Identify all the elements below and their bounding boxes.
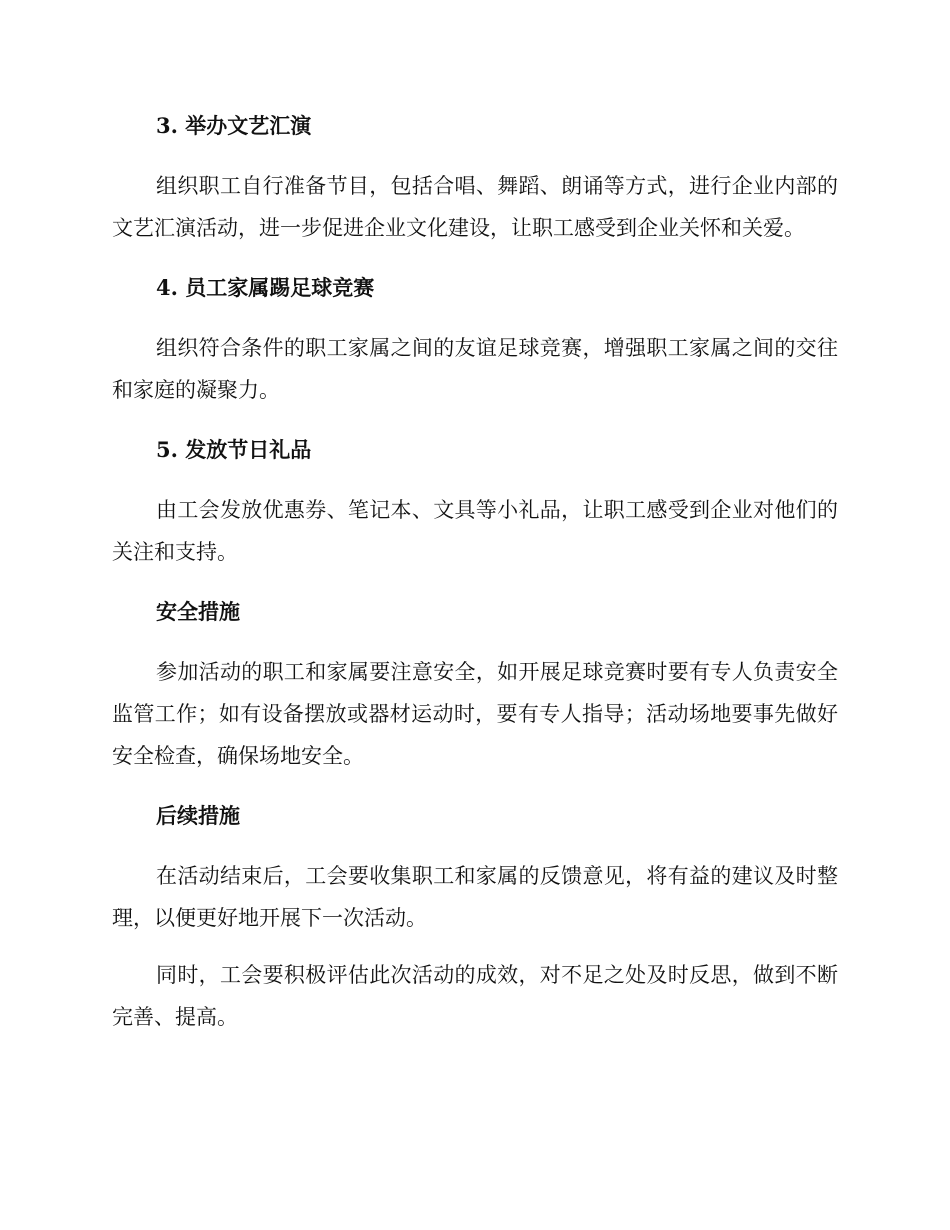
section-heading-gifts: 5. 发放节日礼品 [156, 437, 312, 462]
section-heading-safety: 安全措施 [156, 599, 240, 624]
paragraph-safety: 参加活动的职工和家属要注意安全，如开展足球竞赛时要有专人负责安全监管工作；如有设备摆放或器材运动时，要有专人指导；活动场地要事先做好安全检查，确保场地安全。 [112, 660, 838, 768]
paragraph-football: 组织符合条件的职工家属之间的友谊足球竞赛，增强职工家属之间的交往和家庭的凝聚力。 [112, 336, 838, 402]
paragraph-gifts: 由工会发放优惠券、笔记本、文具等小礼品，让职工感受到企业对他们的关注和支持。 [112, 498, 838, 564]
paragraph-follow-up-evaluation: 同时，工会要积极评估此次活动的成效，对不足之处及时反思，做到不断完善、提高。 [112, 963, 838, 1029]
section-heading-follow-up: 后续措施 [156, 803, 240, 828]
paragraph-art-show: 组织职工自行准备节目，包括合唱、舞蹈、朗诵等方式，进行企业内部的文艺汇演活动，进一步促进企业文化建设，让职工感受到企业关怀和关爱。 [112, 174, 838, 240]
paragraph-follow-up-feedback: 在活动结束后，工会要收集职工和家属的反馈意见，将有益的建议及时整理，以便更好地开展下一次活动。 [112, 864, 838, 930]
section-heading-football: 4. 员工家属踢足球竞赛 [156, 275, 375, 300]
section-heading-art-show: 3. 举办文艺汇演 [156, 113, 312, 138]
